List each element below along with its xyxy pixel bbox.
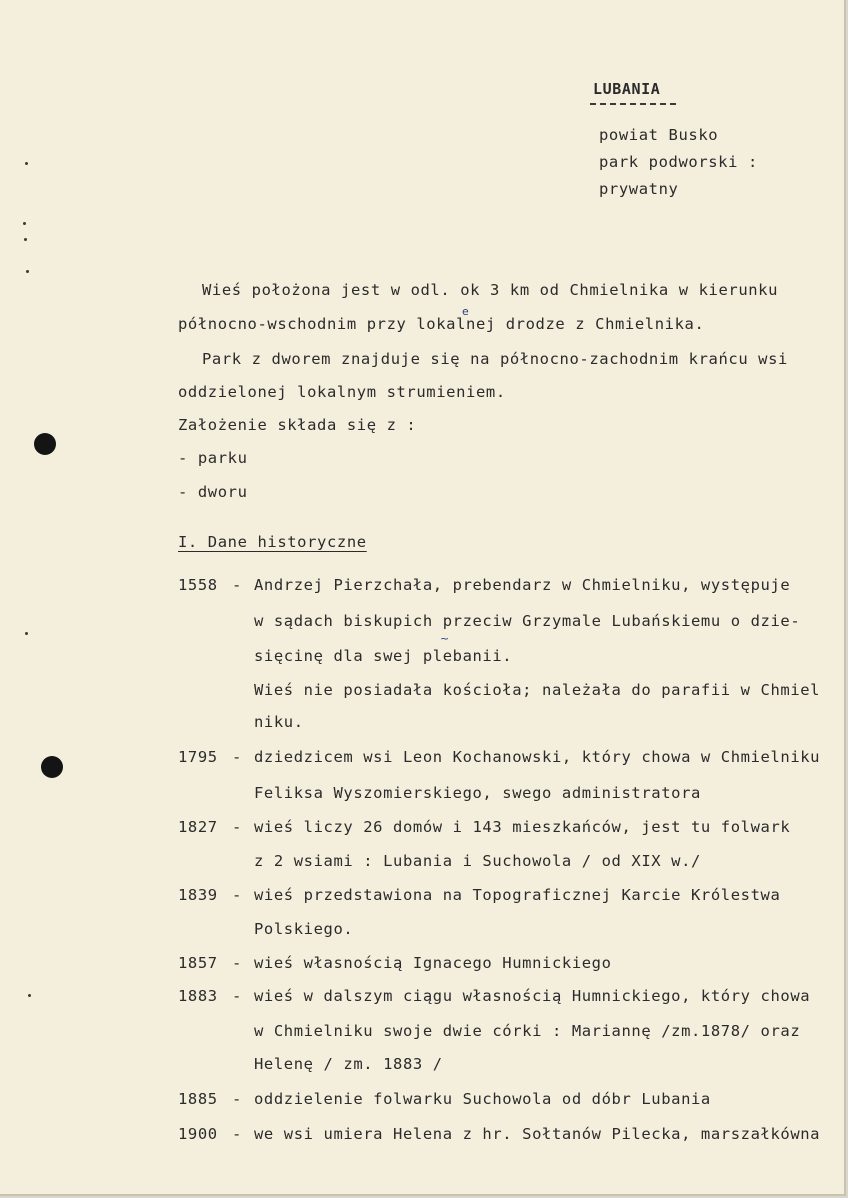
entry-dash: -	[232, 1090, 242, 1108]
entry-year: 1827	[178, 818, 218, 836]
entry-year: 1558	[178, 576, 218, 594]
entry-dash: -	[232, 818, 242, 836]
title-underline	[590, 103, 676, 105]
entry-line: sięcinę dla swej plebanii.	[254, 647, 513, 665]
intro-line: - parku	[178, 449, 248, 467]
entry-dash: -	[232, 576, 242, 594]
speck	[28, 994, 31, 997]
entry-line: w Chmielniku swoje dwie córki : Mariannę /zm.1878/ oraz	[254, 1022, 801, 1040]
document-title: LUBANIA	[593, 80, 661, 98]
entry-year: 1883	[178, 987, 218, 1005]
entry-line: oddzielenie folwarku Suchowola od dóbr Lubania	[254, 1090, 711, 1108]
entry-line: niku.	[254, 713, 304, 731]
punch-hole-top	[34, 433, 56, 455]
entry-year: 1795	[178, 748, 218, 766]
meta-line: prywatny	[599, 180, 679, 198]
speck	[26, 270, 29, 273]
entry-line: Polskiego.	[254, 920, 354, 938]
intro-line: Założenie składa się z :	[178, 416, 417, 434]
entry-line: we wsi umiera Helena z hr. Sołtanów Pilecka, marszałkówna	[254, 1125, 821, 1143]
entry-dash: -	[232, 748, 242, 766]
entry-year: 1857	[178, 954, 218, 972]
intro-line: Park z dworem znajduje się na północno-zachodnim krańcu wsi	[202, 350, 788, 368]
punch-hole-bottom	[41, 756, 63, 778]
entry-line: wieś przedstawiona na Topograficznej Karcie Królestwa	[254, 886, 781, 904]
entry-line: wieś własnością Ignacego Humnickiego	[254, 954, 612, 972]
entry-line: wieś liczy 26 domów i 143 mieszkańców, jest tu folwark	[254, 818, 791, 836]
entry-line: z 2 wsiami : Lubania i Suchowola / od XIX w./	[254, 852, 701, 870]
handwritten-correction: e	[462, 305, 469, 318]
entry-dash: -	[232, 954, 242, 972]
speck	[23, 222, 26, 225]
entry-dash: -	[232, 987, 242, 1005]
entry-line: dziedzicem wsi Leon Kochanowski, który chowa w Chmielniku	[254, 748, 821, 766]
entry-line: Helenę / zm. 1883 /	[254, 1055, 443, 1073]
entry-year: 1839	[178, 886, 218, 904]
intro-line: północno-wschodnim przy lokalnej drodze z Chmielnika.	[178, 315, 705, 333]
section-heading: I. Dane historyczne	[178, 533, 367, 551]
handwritten-correction: ~	[440, 632, 450, 645]
entry-line: Andrzej Pierzchała, prebendarz w Chmielniku, występuje	[254, 576, 791, 594]
entry-line: Wieś nie posiadała kościoła; należała do parafii w Chmiel	[254, 681, 821, 699]
entry-dash: -	[232, 886, 242, 904]
meta-line: powiat Busko	[599, 126, 719, 144]
entry-line: w sądach biskupich przeciw Grzymale Lubańskiemu o dzie-	[254, 612, 801, 630]
speck	[25, 632, 28, 635]
speck	[25, 162, 28, 165]
entry-year: 1900	[178, 1125, 218, 1143]
intro-line: oddzielonej lokalnym strumieniem.	[178, 383, 506, 401]
entry-line: wieś w dalszym ciągu własnością Humnickiego, który chowa	[254, 987, 811, 1005]
meta-line: park podworski :	[599, 153, 758, 171]
intro-line: Wieś położona jest w odl. ok 3 km od Chmielnika w kierunku	[202, 281, 779, 299]
intro-line: - dworu	[178, 483, 248, 501]
entry-dash: -	[232, 1125, 242, 1143]
entry-line: Feliksa Wyszomierskiego, swego administratora	[254, 784, 701, 802]
entry-year: 1885	[178, 1090, 218, 1108]
speck	[24, 238, 27, 241]
